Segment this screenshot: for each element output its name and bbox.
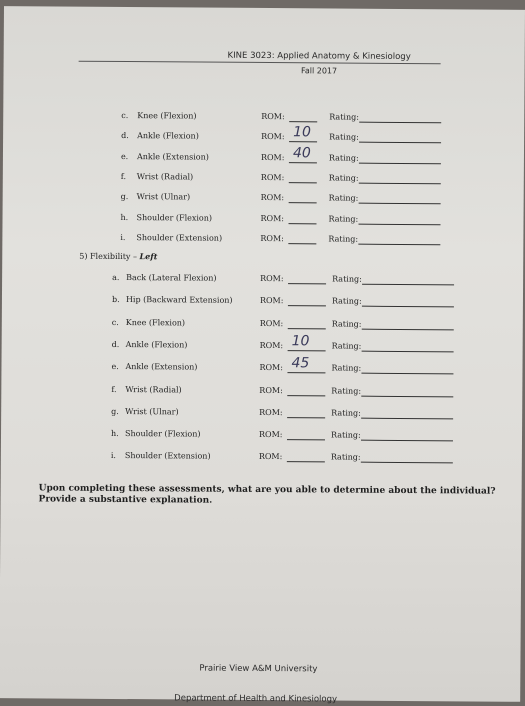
handwritten-rom-value: 10 — [293, 124, 312, 141]
handwritten-rom-value: 45 — [291, 355, 310, 372]
item-letter: g. — [120, 192, 129, 202]
item-letter: i. — [120, 232, 126, 242]
section-5-heading — [79, 251, 157, 262]
rom-label: ROM: — [258, 452, 283, 462]
item-name: Wrist (Ulnar) — [136, 192, 191, 202]
item-name: Shoulder (Extension) — [124, 451, 211, 462]
item-letter: e. — [120, 151, 129, 161]
item-letter: f. — [120, 171, 127, 181]
item-name: Wrist (Ulnar) — [125, 406, 179, 417]
rating-label: Rating: — [329, 132, 359, 142]
rating-label: Rating: — [331, 341, 362, 351]
item-name: Knee (Flexion) — [125, 317, 186, 328]
rating-label: Rating: — [328, 213, 359, 224]
rom-label: ROM: — [259, 318, 284, 328]
item-name: Wrist (Radial) — [125, 384, 182, 394]
handwritten-rom-value: 40 — [292, 144, 311, 161]
rom-field[interactable] — [287, 408, 325, 418]
rom-label: ROM: — [261, 111, 285, 122]
item-letter: d. — [111, 339, 120, 349]
rom-field[interactable] — [287, 430, 325, 440]
rating-label: Rating: — [331, 296, 362, 306]
rating-field[interactable] — [359, 174, 441, 185]
rating-label: Rating: — [328, 193, 359, 203]
rom-field[interactable] — [287, 386, 325, 396]
item-letter: d. — [121, 131, 129, 141]
rom-label: ROM: — [259, 340, 284, 351]
rating-field[interactable] — [362, 297, 454, 308]
rating-field[interactable] — [361, 364, 453, 375]
rom-label: ROM: — [260, 172, 285, 183]
rating-field[interactable] — [361, 431, 453, 442]
rating-label: Rating: — [331, 408, 361, 418]
rating-field[interactable] — [359, 133, 441, 144]
item-letter: g. — [111, 406, 119, 416]
rating-field[interactable] — [361, 386, 453, 397]
rom-field[interactable] — [288, 274, 326, 284]
rom-field[interactable] — [289, 173, 317, 183]
item-name: Ankle (Extension) — [136, 151, 209, 162]
rom-label: ROM: — [258, 430, 283, 440]
rating-label: Rating: — [330, 452, 361, 463]
item-letter: c. — [111, 317, 119, 327]
item-letter: f. — [111, 384, 117, 394]
item-letter: i. — [110, 451, 117, 461]
item-name: Shoulder (Extension) — [136, 232, 223, 243]
rating-field[interactable] — [359, 113, 441, 124]
rating-field[interactable] — [361, 453, 453, 464]
rom-field[interactable] — [289, 112, 317, 122]
rom-field[interactable] — [288, 319, 326, 329]
rom-label: ROM: — [261, 132, 285, 142]
rating-field[interactable] — [359, 194, 441, 205]
item-letter: a. — [112, 272, 120, 282]
item-name: Shoulder (Flexion) — [124, 429, 201, 439]
course-title: KINE 3023: Applied Anatomy & Kinesiology — [227, 50, 411, 63]
item-letter: b. — [111, 295, 120, 305]
rom-label: ROM: — [259, 296, 284, 306]
rom-field[interactable] — [288, 214, 316, 224]
item-name: Ankle (Extension) — [125, 362, 198, 372]
rom-field[interactable] — [289, 193, 317, 203]
rating-field[interactable] — [358, 234, 440, 245]
rating-label: Rating: — [331, 319, 362, 329]
rating-field[interactable] — [359, 153, 441, 164]
item-name: Wrist (Radial) — [136, 172, 194, 182]
item-name: Knee (Flexion) — [137, 111, 197, 121]
reflection-question: Upon completing these assessments, what are you able to determine about the individual? Provide a substantive explanation. — [38, 483, 496, 506]
handwritten-rom-value: 10 — [291, 333, 310, 350]
rom-field[interactable] — [288, 296, 326, 306]
rom-label: ROM: — [259, 385, 283, 395]
rom-label: ROM: — [259, 363, 283, 373]
item-letter: h. — [120, 212, 129, 222]
rating-label: Rating: — [329, 112, 359, 122]
item-letter: e. — [111, 362, 119, 372]
rating-label: Rating: — [328, 173, 359, 183]
department-name: Department of Health and Kinesiology — [174, 693, 338, 705]
section-5-side: Left — [139, 251, 158, 262]
rom-field[interactable] — [287, 453, 325, 463]
rating-field[interactable] — [362, 319, 454, 330]
rom-label: ROM: — [260, 273, 284, 284]
university-name: Prairie View A&M University — [199, 663, 318, 675]
item-name: Hip (Backward Extension) — [125, 295, 233, 306]
rating-label: Rating: — [330, 430, 361, 440]
rating-field[interactable] — [361, 408, 453, 419]
rating-label: Rating: — [331, 385, 362, 396]
item-letter: c. — [121, 111, 129, 121]
item-letter: h. — [110, 429, 119, 439]
rom-label: ROM: — [260, 233, 284, 243]
rating-field[interactable] — [358, 214, 440, 225]
rating-label: Rating: — [331, 363, 362, 373]
item-name: Ankle (Flexion) — [125, 339, 188, 350]
rom-label: ROM: — [260, 193, 285, 203]
item-name: Back (Lateral Flexion) — [126, 273, 217, 283]
rating-field[interactable] — [362, 342, 454, 353]
worksheet-page — [0, 6, 525, 705]
rating-label: Rating: — [328, 234, 359, 244]
term-label: Fall 2017 — [300, 66, 338, 76]
rom-label: ROM: — [260, 213, 285, 223]
rating-label: Rating: — [328, 153, 359, 163]
rom-label: ROM: — [259, 407, 283, 417]
item-name: Shoulder (Flexion) — [136, 212, 213, 223]
rating-field[interactable] — [362, 275, 454, 286]
rom-label: ROM: — [260, 152, 285, 162]
rom-field[interactable] — [288, 234, 316, 244]
item-name: Ankle (Flexion) — [137, 131, 199, 141]
section-5-title: 5) Flexibility – — [79, 251, 138, 262]
rating-label: Rating: — [332, 274, 362, 284]
